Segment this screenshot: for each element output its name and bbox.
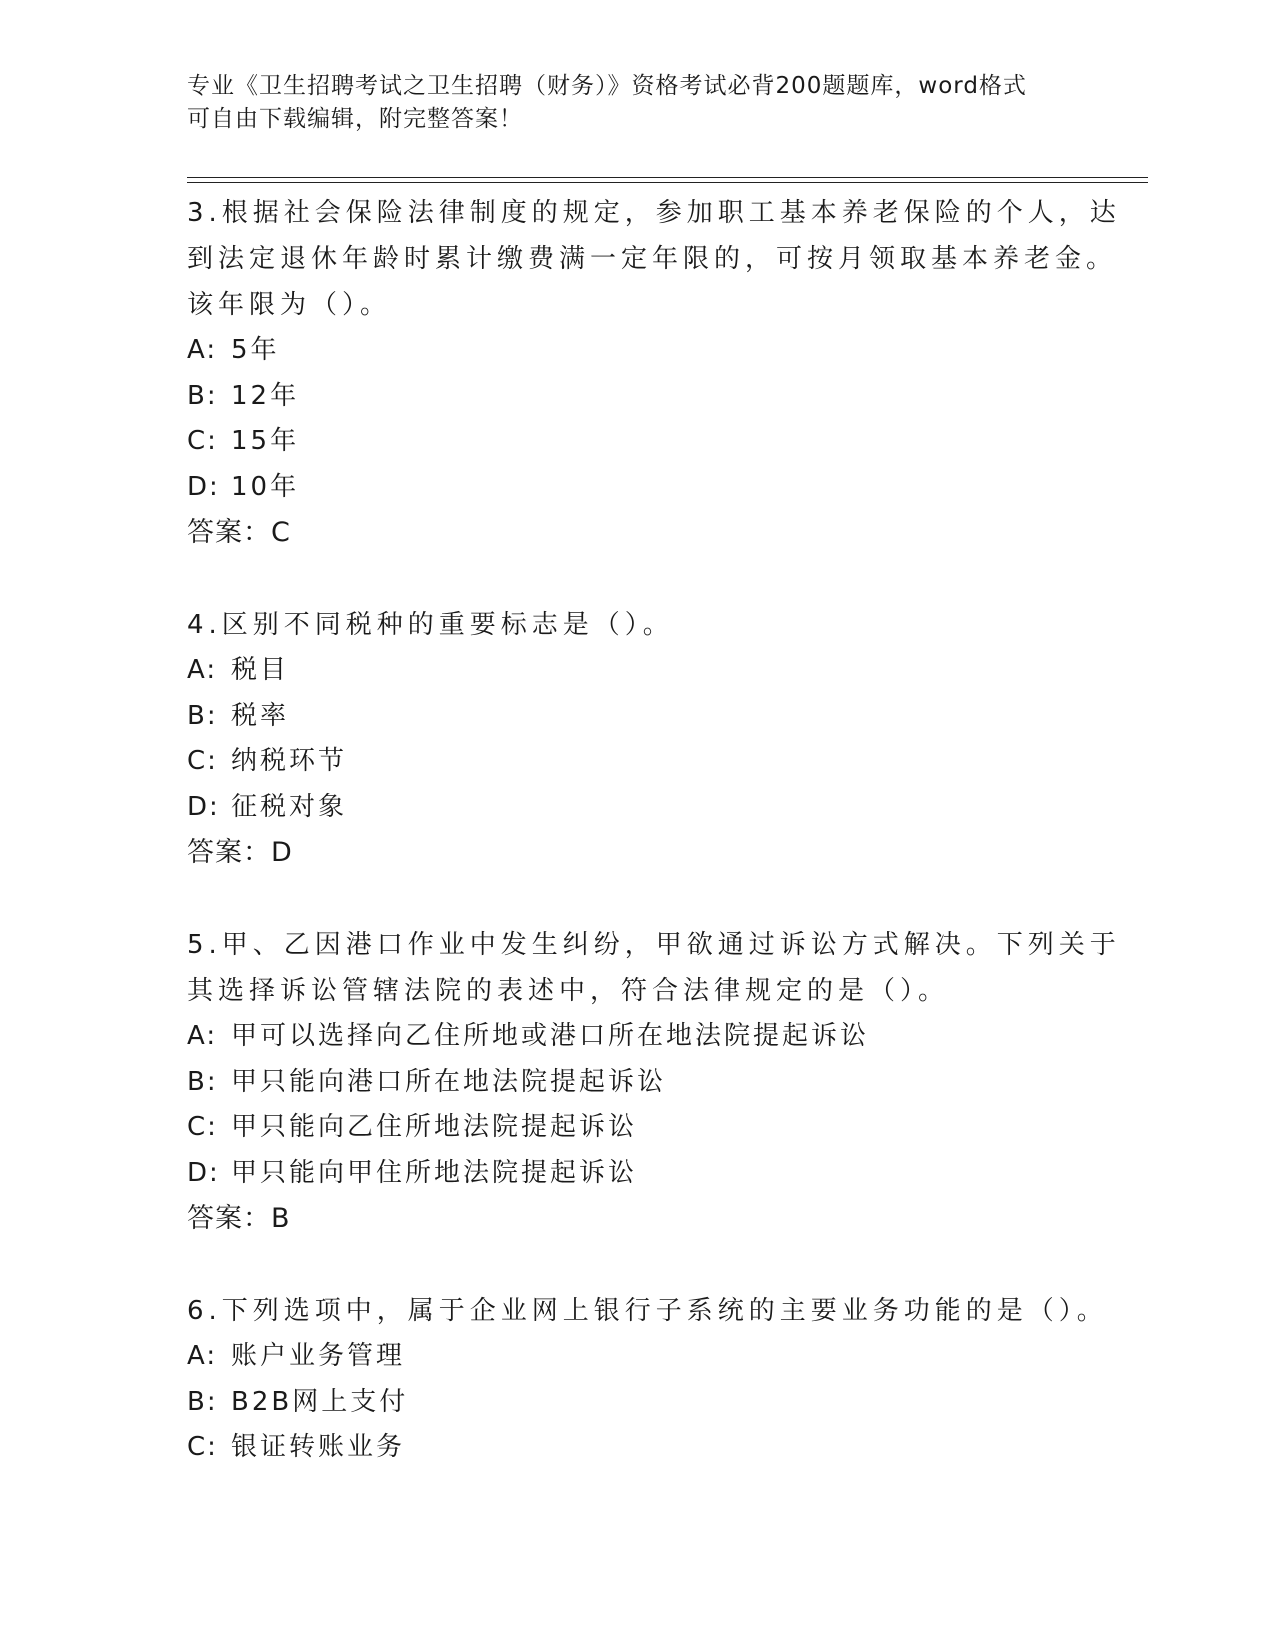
option-b — [187, 1060, 1087, 1106]
header-line-2: 可自由下载编辑，附完整答案！ — [187, 106, 523, 132]
answer-line: 答案：C — [187, 517, 291, 548]
option-a — [187, 1014, 1087, 1060]
option-c — [187, 1425, 1087, 1471]
option-key: C: — [187, 426, 218, 456]
option-b — [187, 374, 1087, 420]
option-d — [187, 785, 1087, 831]
option-key: A: — [187, 1021, 218, 1051]
option-d — [187, 1151, 1087, 1197]
question-4 — [187, 602, 1087, 876]
question-text — [187, 190, 1121, 328]
option-text: 15年 — [231, 426, 300, 456]
option-text: 12年 — [231, 380, 300, 411]
question-line: 4.区别不同税种的重要标志是（）。 — [187, 610, 674, 640]
option-b — [187, 694, 1087, 740]
question-line: 该年限为（）。 — [187, 290, 392, 320]
option-a — [187, 1334, 1087, 1380]
option-key: A: — [187, 1341, 218, 1371]
option-key: C: — [187, 746, 218, 776]
option-text: 税目 — [231, 655, 290, 685]
option-text: 甲只能向港口所在地法院提起诉讼 — [231, 1066, 667, 1097]
question-text — [187, 922, 1121, 1014]
question-line: 6.下列选项中，属于企业网上银行子系统的主要业务功能的是（）。 — [187, 1296, 1108, 1326]
option-text: 征税对象 — [231, 791, 348, 822]
answer-line: 答案：B — [187, 1203, 291, 1234]
option-text: 甲可以选择向乙住所地或港口所在地法院提起诉讼 — [231, 1021, 870, 1051]
option-c — [187, 739, 1087, 785]
option-key: B: — [187, 1386, 218, 1417]
option-text: 银证转账业务 — [231, 1432, 406, 1462]
question-text — [187, 1288, 1108, 1334]
option-text: 甲只能向乙住所地法院提起诉讼 — [231, 1112, 638, 1142]
option-key: C: — [187, 1432, 218, 1462]
question-line: 到法定退休年龄时累计缴费满一定年限的，可按月领取基本养老金。 — [187, 244, 1118, 274]
option-key: B: — [187, 1066, 218, 1097]
option-a — [187, 328, 1087, 374]
option-text: B2B网上支付 — [231, 1386, 409, 1417]
option-text: 5年 — [231, 335, 280, 365]
option-text: 甲只能向甲住所地法院提起诉讼 — [231, 1157, 638, 1188]
option-key: A: — [187, 655, 218, 685]
option-c — [187, 1105, 1087, 1151]
option-key: D: — [187, 1157, 220, 1188]
question-5 — [187, 922, 1121, 1242]
question-list — [187, 190, 1121, 1517]
option-a — [187, 648, 1087, 694]
question-3 — [187, 190, 1121, 556]
header-line-1: 专业《卫生招聘考试之卫生招聘（财务）》资格考试必背200题题库，word格式 — [187, 73, 1027, 99]
option-key: C: — [187, 1112, 218, 1142]
question-line: 3.根据社会保险法律制度的规定，参加职工基本养老保险的个人，达 — [187, 198, 1121, 228]
header-divider-top — [187, 177, 1148, 178]
option-text: 税率 — [231, 700, 290, 731]
option-key: D: — [187, 791, 220, 822]
question-6 — [187, 1288, 1108, 1471]
document-header — [187, 70, 1087, 136]
question-text — [187, 602, 1087, 648]
header-divider-bottom — [187, 182, 1148, 183]
option-key: B: — [187, 700, 218, 731]
option-key: A: — [187, 335, 218, 365]
option-d — [187, 465, 1087, 511]
question-line: 5.甲、乙因港口作业中发生纠纷，甲欲通过诉讼方式解决。下列关于 — [187, 930, 1121, 960]
option-text: 10年 — [231, 471, 300, 502]
option-b — [187, 1380, 1087, 1426]
option-key: B: — [187, 380, 218, 411]
answer-line: 答案：D — [187, 837, 293, 868]
option-text: 账户业务管理 — [231, 1341, 406, 1371]
question-line: 其选择诉讼管辖法院的表述中，符合法律规定的是（）。 — [187, 976, 950, 1006]
option-key: D: — [187, 471, 220, 502]
option-text: 纳税环节 — [231, 746, 348, 776]
option-c — [187, 419, 1087, 465]
